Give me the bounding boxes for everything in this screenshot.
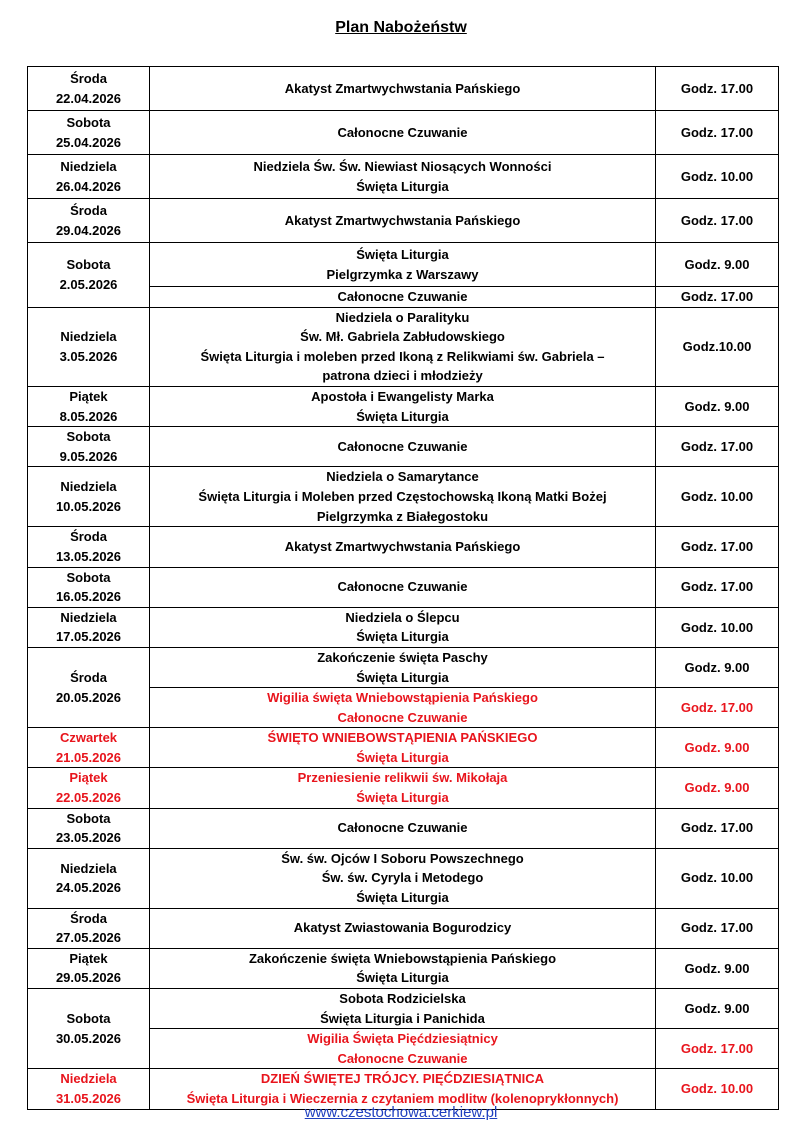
time-cell: Godz.10.00 (656, 307, 779, 386)
date-value: 3.05.2026 (59, 348, 118, 364)
event-line: Wigilia święta Wniebowstąpienia Pańskiego (267, 690, 538, 706)
date-value: 23.05.2026 (55, 830, 122, 846)
event-line: Apostoła i Ewangelisty Marka (311, 388, 494, 404)
event-cell (150, 287, 656, 308)
time-cell: Godz. 9.00 (656, 948, 779, 988)
event-line: Akatyst Zmartwychwstania Pańskiego (284, 539, 521, 555)
date-cell (28, 386, 150, 426)
event-cell (150, 908, 656, 948)
event-line: Święta Liturgia (356, 749, 449, 765)
event-line: Święta Liturgia (356, 890, 449, 906)
time-cell: Godz. 17.00 (656, 567, 779, 607)
time-cell: Godz. 10.00 (656, 848, 779, 908)
footer (0, 1104, 802, 1121)
schedule-body (28, 67, 779, 1110)
date-value: 2.05.2026 (59, 276, 118, 292)
day-name: Środa (70, 70, 107, 86)
day-name: Sobota (66, 257, 111, 273)
date-value: 16.05.2026 (55, 589, 122, 605)
schedule-row (28, 908, 779, 948)
schedule-row (28, 467, 779, 527)
services-schedule-table (27, 66, 779, 1110)
time-cell: Godz. 9.00 (656, 647, 779, 687)
event-cell (150, 808, 656, 848)
event-line: Święta Liturgia (356, 629, 449, 645)
event-line: Święta Liturgia (356, 178, 449, 194)
day-name: Sobota (66, 429, 111, 445)
event-line: Niedziela Św. Św. Niewiast Niosących Wonności (253, 158, 552, 174)
event-cell (150, 427, 656, 467)
day-name: Niedziela (60, 329, 117, 345)
day-name: Niedziela (60, 158, 117, 174)
event-cell (150, 199, 656, 243)
date-cell (28, 67, 150, 111)
day-name: Czwartek (59, 730, 118, 746)
event-line: Pielgrzymka z Warszawy (326, 266, 479, 282)
event-line: Święta Liturgia (356, 408, 449, 424)
date-value: 24.05.2026 (55, 880, 122, 896)
date-value: 20.05.2026 (55, 689, 122, 705)
time-cell: Godz. 9.00 (656, 386, 779, 426)
schedule-row (28, 199, 779, 243)
event-line: Całonocne Czuwanie (337, 438, 468, 454)
day-name: Sobota (66, 114, 111, 130)
event-line: Święta Liturgia (356, 970, 449, 986)
time-cell: Godz. 9.00 (656, 989, 779, 1029)
website-link[interactable]: www.czestochowa.cerkiew.pl (304, 1104, 498, 1121)
event-line: Święta Liturgia i Moleben przed Częstochowską Ikoną Matki Bożej (198, 489, 607, 505)
event-cell (150, 989, 656, 1029)
schedule-row (28, 647, 779, 687)
schedule-row (28, 948, 779, 988)
time-cell: Godz. 10.00 (656, 607, 779, 647)
day-name: Sobota (66, 1011, 111, 1027)
date-value: 22.05.2026 (55, 790, 122, 806)
event-cell (150, 67, 656, 111)
event-line: ŚWIĘTO WNIEBOWSTĄPIENIA PAŃSKIEGO (267, 730, 538, 746)
time-cell: Godz. 17.00 (656, 111, 779, 155)
schedule-row (28, 111, 779, 155)
date-value: 8.05.2026 (59, 408, 118, 424)
date-cell (28, 908, 150, 948)
event-line: Wigilia Święta Pięćdziesiątnicy (307, 1031, 498, 1047)
date-cell (28, 155, 150, 199)
day-name: Środa (70, 529, 107, 545)
event-cell (150, 1029, 656, 1069)
time-cell: Godz. 10.00 (656, 155, 779, 199)
date-cell (28, 607, 150, 647)
date-cell (28, 111, 150, 155)
date-cell (28, 948, 150, 988)
schedule-row (28, 567, 779, 607)
event-line: Św. św. Cyryla i Metodego (321, 870, 484, 886)
event-cell (150, 607, 656, 647)
date-value: 13.05.2026 (55, 548, 122, 564)
date-cell (28, 199, 150, 243)
date-value: 26.04.2026 (55, 178, 122, 194)
schedule-row (28, 527, 779, 567)
schedule-row (28, 427, 779, 467)
event-cell (150, 527, 656, 567)
date-value: 29.05.2026 (55, 970, 122, 986)
event-line: Zakończenie święta Wniebowstąpienia Pańskiego (248, 950, 557, 966)
date-cell (28, 467, 150, 527)
time-cell: Godz. 17.00 (656, 287, 779, 308)
schedule-row (28, 607, 779, 647)
event-cell (150, 688, 656, 728)
time-cell: Godz. 17.00 (656, 1029, 779, 1069)
event-line: Święta Liturgia (356, 246, 449, 262)
date-value: 21.05.2026 (55, 749, 122, 765)
date-value: 9.05.2026 (59, 448, 118, 464)
event-line: Św. św. Ojców I Soboru Powszechnego (281, 850, 524, 866)
schedule-row (28, 243, 779, 287)
event-cell (150, 647, 656, 687)
event-line: Święta Liturgia (356, 790, 449, 806)
event-line: Święta Liturgia (356, 669, 449, 685)
event-line: Całonocne Czuwanie (337, 1050, 468, 1066)
day-name: Niedziela (60, 479, 117, 495)
schedule-row (28, 67, 779, 111)
event-cell (150, 467, 656, 527)
date-cell (28, 307, 150, 386)
event-cell (150, 386, 656, 426)
event-line: Przeniesienie relikwii św. Mikołaja (297, 770, 508, 786)
event-cell (150, 155, 656, 199)
date-cell (28, 728, 150, 768)
date-value: 29.04.2026 (55, 222, 122, 238)
event-line: Zakończenie święta Paschy (317, 649, 488, 665)
event-line: Święta Liturgia i Wieczernia z czytaniem modlitw (kolenoprykłonnych) (186, 1090, 619, 1106)
date-cell (28, 848, 150, 908)
time-cell: Godz. 17.00 (656, 67, 779, 111)
event-cell (150, 728, 656, 768)
time-cell: Godz. 9.00 (656, 243, 779, 287)
event-line: Akatyst Zmartwychwstania Pańskiego (284, 80, 521, 96)
event-line: Całonocne Czuwanie (337, 709, 468, 725)
event-cell (150, 948, 656, 988)
event-cell (150, 243, 656, 287)
time-cell: Godz. 17.00 (656, 527, 779, 567)
date-cell (28, 427, 150, 467)
event-cell (150, 848, 656, 908)
schedule-row (28, 155, 779, 199)
time-cell: Godz. 9.00 (656, 728, 779, 768)
schedule-row (28, 307, 779, 386)
event-cell (150, 768, 656, 808)
event-line: Akatyst Zmartwychwstania Pańskiego (284, 212, 521, 228)
date-value: 10.05.2026 (55, 498, 122, 514)
date-cell (28, 989, 150, 1069)
date-value: 22.04.2026 (55, 90, 122, 106)
event-line: Całonocne Czuwanie (337, 124, 468, 140)
time-cell: Godz. 10.00 (656, 467, 779, 527)
day-name: Piątek (69, 388, 108, 404)
date-cell (28, 243, 150, 308)
event-cell (150, 567, 656, 607)
event-cell (150, 111, 656, 155)
event-line: patrona dzieci i młodzieży (322, 368, 483, 384)
page-title: Plan Nabożeństw (335, 19, 467, 36)
time-cell: Godz. 17.00 (656, 199, 779, 243)
event-line: Sobota Rodzicielska (339, 991, 466, 1006)
event-line: Całonocne Czuwanie (337, 820, 468, 836)
date-value: 25.04.2026 (55, 134, 122, 150)
schedule-row (28, 989, 779, 1029)
schedule-row (28, 848, 779, 908)
day-name: Środa (70, 910, 107, 926)
date-value: 27.05.2026 (55, 930, 122, 946)
date-value: 30.05.2026 (55, 1030, 122, 1046)
event-line: Pielgrzymka z Białegostoku (316, 508, 489, 524)
time-cell: Godz. 17.00 (656, 908, 779, 948)
schedule-row (28, 808, 779, 848)
event-line: DZIEŃ ŚWIĘTEJ TRÓJCY. PIĘĆDZIESIĄTNICA (260, 1071, 545, 1087)
event-line: Całonocne Czuwanie (337, 579, 468, 595)
event-line: Akatyst Zwiastowania Bogurodzicy (293, 920, 512, 936)
day-name: Niedziela (60, 860, 117, 876)
event-line: Niedziela o Paralityku (335, 309, 470, 325)
day-name: Piątek (69, 770, 108, 786)
date-cell (28, 567, 150, 607)
day-name: Sobota (66, 810, 111, 826)
event-line: Św. Mł. Gabriela Zabłudowskiego (300, 329, 505, 345)
day-name: Niedziela (60, 609, 117, 625)
time-cell: Godz. 10.00 (656, 1069, 779, 1109)
date-cell (28, 647, 150, 727)
day-name: Sobota (66, 569, 111, 585)
day-name: Środa (70, 202, 107, 218)
event-cell (150, 307, 656, 386)
time-cell: Godz. 17.00 (656, 808, 779, 848)
event-line: Święta Liturgia i Panichida (320, 1010, 485, 1026)
date-cell (28, 527, 150, 567)
date-cell (28, 808, 150, 848)
day-name: Niedziela (60, 1071, 117, 1087)
time-cell: Godz. 9.00 (656, 768, 779, 808)
schedule-row (28, 768, 779, 808)
event-line: Całonocne Czuwanie (337, 289, 468, 304)
time-cell: Godz. 17.00 (656, 688, 779, 728)
event-line: Niedziela o Samarytance (326, 469, 479, 485)
date-value: 17.05.2026 (55, 629, 122, 645)
event-line: Niedziela o Ślepcu (345, 609, 460, 625)
schedule-row (28, 386, 779, 426)
date-cell (28, 768, 150, 808)
event-line: Święta Liturgia i moleben przed Ikoną z Relikwiami św. Gabriela – (200, 348, 605, 364)
day-name: Środa (70, 670, 107, 685)
time-cell: Godz. 17.00 (656, 427, 779, 467)
day-name: Piątek (69, 950, 108, 966)
schedule-row (28, 728, 779, 768)
date-value: 31.05.2026 (55, 1090, 122, 1106)
